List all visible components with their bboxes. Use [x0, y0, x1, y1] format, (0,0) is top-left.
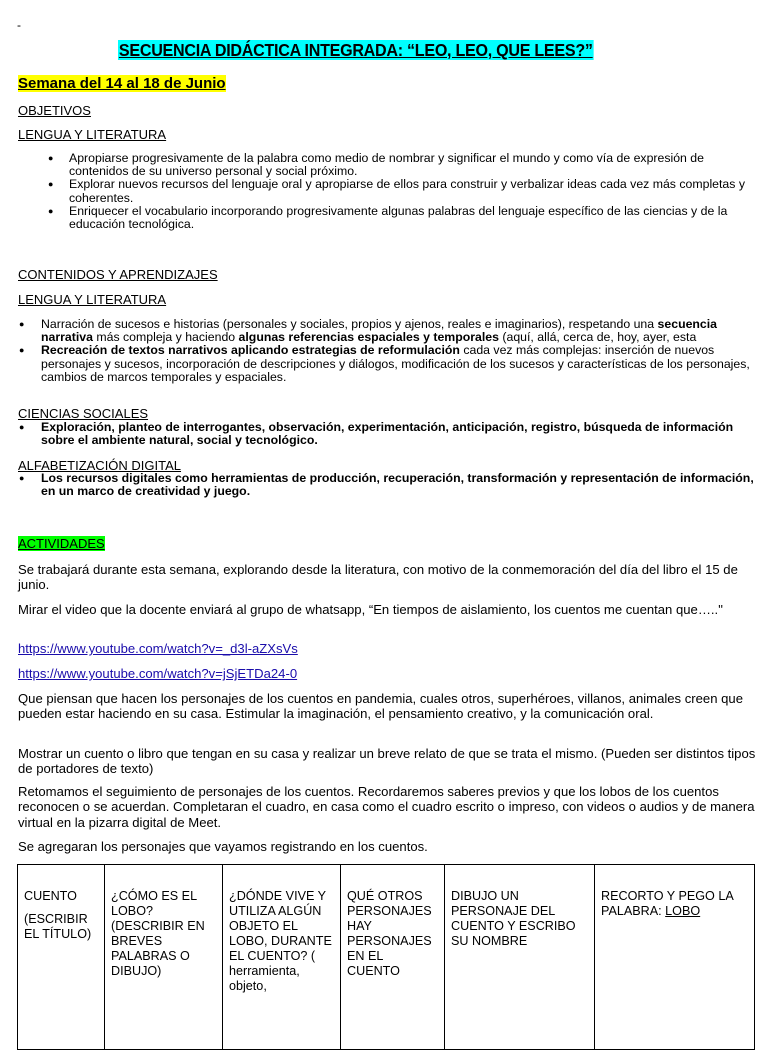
cell-text: QUÉ OTROS PERSONAJES HAY PERSONAJES EN EL CUENTO [347, 889, 432, 978]
cell-text-lobo: LOBO [665, 904, 701, 918]
objectives-list [40, 152, 752, 231]
contenidos-heading: CONTENIDOS Y APRENDIZAJES [18, 267, 218, 282]
content-bold: algunas referencias espaciales y temporales [238, 330, 499, 345]
cell-text: RECORTO Y PEGO LA PALABRA: [601, 889, 734, 918]
cell-text: ¿CÓMO ES EL LOBO? (DESCRIBIR EN BREVES PALABRAS O DIBUJO) [111, 889, 205, 978]
content-item [18, 344, 756, 384]
paragraph: Se agregaran los personajes que vayamos registrando en los cuentos. [18, 839, 428, 854]
lengua-heading-objectives: LENGUA Y LITERATURA [18, 127, 167, 142]
cell-text: (ESCRIBIR EL TÍTULO) [24, 912, 92, 941]
content-text: Narración de sucesos e historias (personales y sociales, propios y ajenos, reales e imaginarios), respetando una [41, 317, 658, 331]
alfabetizacion-heading: ALFABETIZACIÓN DIGITAL [18, 458, 182, 473]
youtube-link-1[interactable]: https://www.youtube.com/watch?v=_d3l-aZXsVs [18, 641, 298, 656]
alfabetizacion-list [18, 472, 756, 498]
table-cell-otros-personajes[interactable] [341, 865, 445, 1050]
week-highlight: Semana del 14 al 18 de Junio [18, 75, 226, 92]
cell-text: CUENTO [24, 889, 77, 903]
content-bold: Exploración, planteo de interrogantes, observación, experimentación, anticipación, registro, búsqueda de información sobre el ambiente natural, social y tecnológico. [41, 420, 734, 448]
paragraph: Retomamos el seguimiento de personajes de los cuentos. Recordaremos saberes previos y que los lobos de los cuentos reconocen o se acuerdan. Completaran el cuadro, en casa como el cuadro escrito o impreso, con videos o audios y de manera virtual en la pizarra digital de Meet. [18, 784, 755, 830]
ciencias-list [18, 421, 756, 447]
objective-item: ● Apropiarse progresivamente de la palabra como medio de nombrar y significar el mundo y como vía de expresión de contenidos de su universo personal y social próximo. [40, 152, 752, 178]
content-text: (aquí, allá, cerca de, hoy, ayer, esta [498, 330, 697, 345]
cell-text: DIBUJO UN PERSONAJE DEL CUENTO Y ESCRIBO SU NOMBRE [451, 889, 576, 948]
table-cell-dibujo[interactable] [445, 865, 595, 1050]
title-highlight: SECUENCIA DIDÁCTICA INTEGRADA: “LEO, LEO, QUE LEES?” [118, 40, 593, 60]
lengua-contents-list [18, 318, 756, 384]
cell-text: ¿DÓNDE VIVE Y UTILIZA ALGÚN OBJETO EL LOBO, DURANTE EL CUENTO? ( herramienta, objeto, [229, 889, 332, 993]
table-cell-donde-vive[interactable] [223, 865, 341, 1050]
table-cell-cuento[interactable] [18, 865, 105, 1050]
paragraph: Mostrar un cuento o libro que tengan en su casa y realizar un breve relato de que se trata el mismo. (Pueden ser distintos tipos de portadores de texto) [18, 746, 756, 777]
content-text: cada vez más complejas: inserción de nuevos personajes y sucesos, incorporación de descripciones y diálogos, modificación de los sucesos y características de los personajes, cambios de marcos temporales y espaciales. [41, 343, 750, 384]
content-item [18, 421, 756, 447]
paragraph: Que piensan que hacen los personajes de los cuentos en pandemia, cuales otros, superhéroes, villanos, animales creen que pueden estar haciendo en su casa. Estimular la imaginación, el pensamiento creativo, y la comunicación oral. [18, 691, 743, 722]
table-row [18, 865, 755, 1050]
ciencias-heading: CIENCIAS SOCIALES [18, 406, 149, 421]
content-text: más compleja y haciendo [92, 330, 239, 345]
objective-item: ● Explorar nuevos recursos del lenguaje oral y apropiarse de ellos para construir y verbalizar ideas cada vez más completas y coherentes. [40, 178, 752, 204]
paragraph: Se trabajará durante esta semana, explorando desde la literatura, con motivo de la conmemoración del día del libro el 15 de junio. [18, 562, 738, 593]
objective-item: ● Enriquecer el vocabulario incorporando progresivamente algunas palabras del lenguaje específico de las ciencias y de la educación tecnológica. [40, 205, 752, 231]
objetivos-heading: OBJETIVOS [18, 103, 91, 118]
content-bold: Los recursos digitales como herramientas de producción, recuperación, transformación y representación de información, en un marco de creatividad y juego. [41, 471, 754, 499]
actividades-highlight: ACTIVIDADES [18, 536, 105, 551]
top-mark: - [17, 18, 21, 32]
paragraph: Mirar el video que la docente enviará al grupo de whatsapp, “En tiempos de aislamiento, los cuentos me cuentan que….." [18, 602, 723, 617]
content-bold: secuencia narrativa [41, 317, 718, 345]
table-cell-recorto[interactable] [595, 865, 755, 1050]
content-item [18, 472, 756, 498]
table-cell-como-es[interactable] [105, 865, 223, 1050]
week-heading [18, 75, 226, 92]
content-bold: Recreación de textos narrativos aplicando estrategias de reformulación [41, 343, 460, 358]
actividades-heading [18, 536, 105, 551]
lobo-table [17, 864, 755, 1050]
document-title [118, 40, 594, 64]
content-item [18, 318, 756, 344]
lengua-heading-contents: LENGUA Y LITERATURA [18, 292, 167, 307]
youtube-link-2[interactable]: https://www.youtube.com/watch?v=jSjETDa24-0 [18, 666, 298, 681]
